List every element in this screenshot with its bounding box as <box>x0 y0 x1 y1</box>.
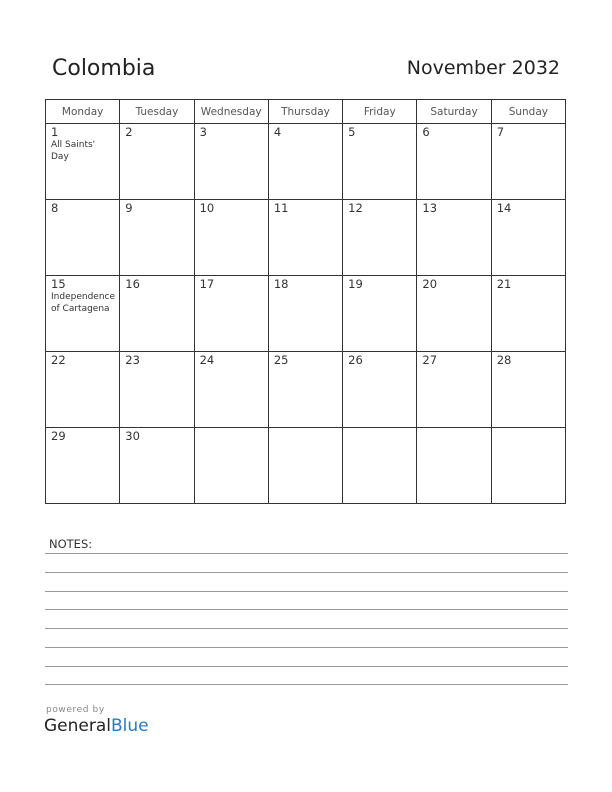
note-line <box>45 666 568 667</box>
day-number: 13 <box>422 201 438 215</box>
calendar-day-cell <box>268 276 342 352</box>
calendar-day-cell <box>120 124 194 200</box>
calendar-grid <box>45 99 566 504</box>
calendar-day-cell <box>417 352 491 428</box>
calendar-day-cell <box>46 352 120 428</box>
calendar-day-cell <box>417 428 491 504</box>
calendar-day-cell <box>343 200 417 276</box>
calendar-day-cell <box>343 352 417 428</box>
day-number: 15 <box>51 277 66 291</box>
calendar-day-cell <box>120 276 194 352</box>
day-number: 11 <box>273 201 289 215</box>
day-number: 24 <box>199 353 215 367</box>
day-number: 18 <box>273 277 289 291</box>
day-number: 20 <box>422 277 438 291</box>
note-line <box>45 572 568 573</box>
calendar-day-cell <box>417 276 491 352</box>
brand-blue: Blue <box>111 716 149 736</box>
note-line <box>45 628 568 629</box>
day-number: 17 <box>199 277 215 291</box>
day-number: 25 <box>273 353 289 367</box>
day-number: 14 <box>496 201 512 215</box>
weekday-header: Tuesday <box>120 100 194 124</box>
calendar-day-cell <box>491 276 565 352</box>
day-number: 28 <box>496 353 512 367</box>
day-number: 21 <box>496 277 512 291</box>
note-line <box>45 609 568 610</box>
calendar-day-cell <box>343 276 417 352</box>
day-number: 7 <box>496 125 505 139</box>
calendar-day-cell <box>491 352 565 428</box>
weekday-header: Monday <box>46 100 120 124</box>
day-number: 5 <box>348 125 356 139</box>
calendar-day-cell <box>491 200 565 276</box>
weekday-header: Wednesday <box>194 100 268 124</box>
day-number: 8 <box>51 201 59 215</box>
note-line <box>45 684 568 685</box>
weekday-header: Saturday <box>417 100 491 124</box>
calendar-day-cell <box>268 200 342 276</box>
brand-general: General <box>44 716 111 736</box>
weekday-header: Thursday <box>268 100 342 124</box>
calendar-day-cell <box>268 352 342 428</box>
calendar-day-cell <box>491 428 565 504</box>
calendar-week-row <box>46 200 566 276</box>
weekday-header-row <box>46 100 566 124</box>
weekday-header: Friday <box>343 100 417 124</box>
calendar-week-row <box>46 276 566 352</box>
calendar-week-row <box>46 428 566 504</box>
calendar-day-cell <box>268 428 342 504</box>
day-number: 6 <box>422 125 430 139</box>
day-number: 29 <box>51 429 66 443</box>
calendar-day-cell <box>120 428 194 504</box>
day-number: 30 <box>125 429 140 443</box>
calendar-day-cell <box>268 124 342 200</box>
calendar-day-cell <box>194 352 268 428</box>
day-number: 2 <box>125 125 133 139</box>
calendar-day-cell <box>343 124 417 200</box>
calendar-day-cell <box>46 200 120 276</box>
note-line <box>45 591 568 592</box>
holiday-label: All Saints' Day <box>51 140 96 162</box>
calendar-day-cell <box>46 428 120 504</box>
day-number: 1 <box>51 125 59 139</box>
calendar-week-row <box>46 352 566 428</box>
calendar-day-cell <box>46 124 120 200</box>
calendar-day-cell <box>120 200 194 276</box>
calendar-month-title: November 2032 <box>406 57 560 79</box>
weekday-header: Sunday <box>491 100 565 124</box>
day-number: 10 <box>199 201 215 215</box>
day-number: 4 <box>273 125 282 139</box>
powered-by-text: powered by <box>46 705 105 715</box>
calendar-country-title: Colombia <box>52 56 156 81</box>
calendar-day-cell <box>46 276 120 352</box>
day-number: 23 <box>125 353 140 367</box>
brand-logo <box>44 716 149 736</box>
calendar-day-cell <box>194 200 268 276</box>
day-number: 19 <box>348 277 363 291</box>
holiday-label: Independence of Cartagena <box>51 292 116 314</box>
calendar-day-cell <box>343 428 417 504</box>
day-number: 27 <box>422 353 438 367</box>
day-number: 9 <box>125 201 133 215</box>
calendar-day-cell <box>417 200 491 276</box>
note-line <box>45 553 568 554</box>
calendar-day-cell <box>194 276 268 352</box>
calendar-day-cell <box>194 428 268 504</box>
calendar-day-cell <box>120 352 194 428</box>
day-number: 16 <box>125 277 140 291</box>
calendar-day-cell <box>491 124 565 200</box>
calendar-day-cell <box>417 124 491 200</box>
note-line <box>45 647 568 648</box>
calendar-day-cell <box>194 124 268 200</box>
calendar-week-row <box>46 124 566 200</box>
day-number: 3 <box>199 125 207 139</box>
notes-label: NOTES: <box>49 537 93 551</box>
day-number: 12 <box>348 201 363 215</box>
day-number: 26 <box>348 353 363 367</box>
day-number: 22 <box>51 353 66 367</box>
